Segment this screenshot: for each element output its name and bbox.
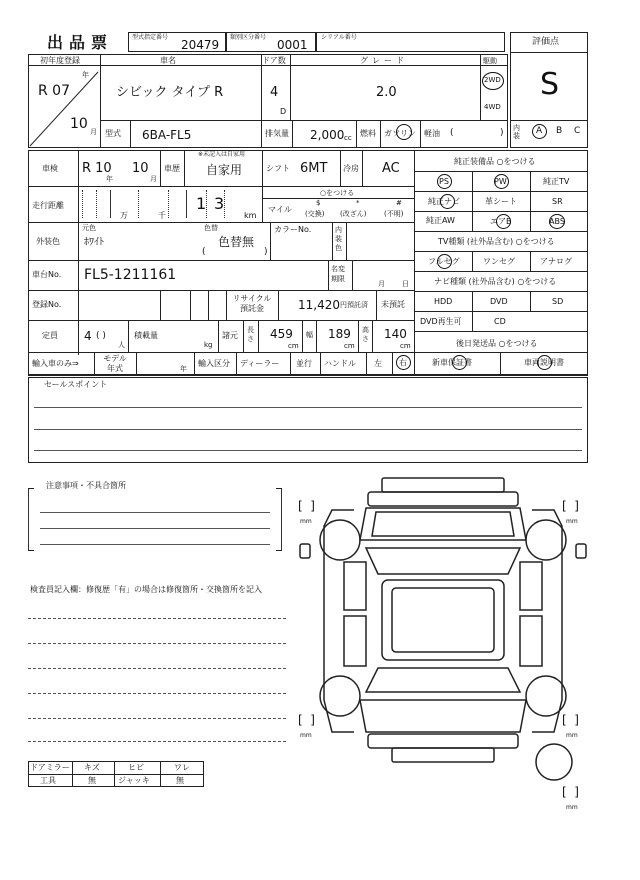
tire-unit-fl: mm	[300, 518, 312, 525]
ac-value: AC	[382, 161, 400, 176]
width-label: 幅	[306, 331, 313, 339]
chassis-value: FL5-1211161	[84, 267, 177, 283]
category-number-box	[226, 32, 316, 52]
recycle-value: 11,420	[298, 298, 340, 312]
car-diagram	[296, 470, 596, 810]
history-label: 車歴	[164, 164, 180, 173]
capacity-paren: ( )	[96, 331, 106, 341]
tamper-sub: (改ざん)	[340, 210, 367, 218]
equip-abs: ABS	[549, 217, 565, 226]
tv-analog: アナログ	[540, 257, 572, 266]
navi-title: ナビ種類 (社外品含む) ○をつける	[434, 277, 557, 286]
exchange-sub: (交換)	[305, 210, 325, 218]
mileage-sen-unit: 千	[158, 211, 166, 220]
fuel-paren-close: )	[500, 128, 504, 138]
navi-dvd-play: DVD再生可	[420, 317, 462, 326]
navi-dvd: DVD	[490, 297, 508, 306]
displacement-unit: cc	[344, 134, 352, 142]
equip-sr: SR	[552, 197, 563, 206]
length-label: 長さ	[247, 326, 254, 343]
bt-row-0: 工具	[40, 776, 56, 785]
mileage-digit-boxes	[82, 190, 252, 220]
import-parallel: 並行	[296, 359, 312, 368]
tire-bracket-rl: [ ]	[298, 713, 315, 727]
model-number-box	[128, 32, 226, 52]
shift-label: シフト	[266, 164, 290, 173]
interior-grade-b: B	[556, 126, 563, 136]
vehicle-name-label: 車名	[160, 56, 176, 65]
shaken-label: 車検	[42, 164, 58, 173]
load-label: 積載量	[134, 331, 158, 340]
interior-label: 内装	[513, 124, 520, 140]
dimensions-label: 諸元	[222, 331, 238, 340]
bt-header-1: キズ	[84, 763, 100, 772]
interior-color-label: 内装色	[335, 226, 342, 252]
doors-value: 4	[270, 85, 279, 100]
model-year-label: モデル年式	[103, 354, 127, 373]
orig-color-label: 元色	[82, 224, 96, 232]
mileage-mark-note: ○をつける	[320, 189, 355, 197]
chassis-label: 車台No.	[32, 270, 62, 279]
inspector-label: 検査員記入欄：修復歴「有」の場合は修復箇所・交換箇所を記入	[30, 585, 262, 594]
tire-bracket-fr: [ ]	[562, 499, 579, 513]
drive-4wd: 4WD	[484, 103, 501, 111]
equip-tv: 純正TV	[543, 177, 570, 186]
ac-label: 冷房	[343, 164, 359, 173]
orig-color-value: ﾎﾜｲﾄ	[84, 237, 104, 248]
length-value: 459	[270, 327, 293, 341]
reg-number-label: 登録No.	[32, 300, 62, 309]
navi-sd: SD	[552, 297, 564, 306]
tire-unit-rr: mm	[566, 732, 578, 739]
color-paren-open: (	[202, 247, 206, 257]
mile-label: マイル	[268, 205, 292, 214]
shift-value: 6MT	[300, 161, 328, 176]
bt-row-2: ジャッキ	[118, 776, 150, 785]
color-change-value: 色替無	[218, 235, 255, 249]
rename-day: 日	[402, 280, 409, 288]
shaken-month-unit: 月	[150, 175, 157, 183]
fuel-label: 燃料	[360, 129, 376, 138]
capacity-unit: 人	[118, 341, 125, 349]
fuel-gasoline: ガソリン	[384, 129, 416, 138]
history-note: ※未記入は自家用	[198, 151, 246, 158]
mileage-label: 走行距離	[32, 201, 64, 210]
bt-header-2: ヒビ	[128, 763, 144, 772]
vehicle-name-value: シビック タイプ R	[116, 85, 224, 100]
first-reg-year-unit: 年	[82, 71, 89, 79]
doors-sub: D	[280, 107, 287, 116]
fuel-diesel: 軽油	[424, 129, 440, 138]
bt-row-1: 無	[88, 776, 96, 785]
later-manual: 車両説明書	[524, 358, 564, 367]
mileage-digit-2: 3	[214, 194, 225, 213]
height-label: 高さ	[362, 326, 369, 343]
tv-title: TV種類 (社外品含む) ○をつける	[438, 237, 555, 246]
color-number-label: カラーNo.	[274, 225, 312, 234]
equip-leather: 革シート	[485, 197, 517, 206]
displacement-value: 2,000	[310, 128, 345, 142]
category-number-value: 0001	[277, 38, 308, 52]
shaken-month: 10	[132, 161, 149, 176]
bt-header-3: ワレ	[174, 763, 190, 772]
mileage-digit-1: 1	[196, 194, 207, 213]
first-reg-label: 初年度登録	[40, 56, 80, 65]
history-value: 自家用	[206, 163, 243, 177]
tire-unit-rl: mm	[300, 732, 312, 739]
serial-number-label: シリアル番号	[321, 34, 357, 41]
model-year-unit: 年	[180, 365, 187, 373]
interior-grade-a: A	[536, 126, 543, 136]
fuel-paren-open: (	[450, 128, 454, 138]
tire-bracket-rr: [ ]	[562, 713, 579, 727]
first-reg-month: 10	[70, 116, 88, 132]
drive-label: 駆動	[483, 57, 497, 65]
later-title: 後日発送品 ○をつける	[456, 339, 538, 348]
serial-number-box	[316, 32, 505, 52]
notes-bracket	[28, 488, 282, 550]
grade-label: グレード	[360, 56, 408, 65]
grade-value: 2.0	[376, 85, 397, 100]
drive-2wd: 2WD	[484, 76, 501, 84]
capacity-value: 4	[84, 329, 92, 343]
sales-point-label: セールスポイント	[44, 380, 108, 389]
displacement-label: 排気量	[265, 129, 289, 138]
rename-month: 月	[378, 280, 385, 288]
recycle-unit: 円預託済	[340, 301, 368, 309]
equip-title: 純正装備品 ○をつける	[454, 157, 536, 166]
equip-ps: PS	[439, 177, 449, 186]
capacity-label: 定員	[42, 331, 58, 340]
equip-pw: PW	[494, 177, 507, 186]
rename-deadline-label: 名変期限	[331, 265, 345, 283]
type-label: 型式	[105, 129, 121, 138]
height-value: 140	[384, 327, 407, 341]
import-label: 輸入車のみ⇒	[32, 359, 79, 368]
width-value: 189	[328, 327, 351, 341]
length-unit: cm	[288, 342, 299, 350]
exterior-color-label: 外装色	[36, 237, 60, 246]
load-unit: kg	[204, 341, 213, 349]
tire-bracket-spare: [ ]	[562, 785, 579, 799]
exchange-top: $	[316, 199, 321, 207]
unknown-sub: (不明)	[384, 210, 404, 218]
tv-fullseg: フルセグ	[428, 257, 460, 266]
score-value: S	[540, 67, 560, 102]
handle-right: 右	[399, 358, 407, 367]
handle-left: 左	[374, 359, 382, 368]
score-label: 評価点	[532, 37, 560, 47]
model-number-label: 型式指定番号	[132, 34, 169, 41]
shaken-year-unit: 年	[106, 175, 113, 183]
interior-grade-c: C	[574, 126, 581, 136]
bt-header-0: ドアミラー	[30, 763, 70, 772]
import-type-label: 輸入区分	[198, 359, 230, 368]
width-unit: cm	[344, 342, 355, 350]
tire-unit-spare: mm	[566, 804, 578, 811]
recycle-none: 未預託	[381, 300, 405, 309]
navi-cd: CD	[494, 317, 506, 326]
page-title: 出品票	[47, 33, 114, 52]
equip-aw: 純正AW	[426, 216, 455, 225]
doors-label: ドア数	[262, 56, 286, 65]
tv-oneseg: ワンセグ	[483, 257, 515, 266]
height-unit: cm	[400, 342, 411, 350]
equip-airbag: エアB	[490, 217, 512, 226]
color-paren-close: )	[264, 247, 268, 257]
unknown-top: #	[396, 199, 402, 207]
first-reg-era: R 07	[38, 83, 70, 99]
tire-unit-fr: mm	[566, 518, 578, 525]
equip-navi: 純正ナビ	[428, 197, 460, 206]
import-dealer: ディーラー	[240, 359, 280, 368]
notes-label: 注意事項・不具合箇所	[46, 481, 126, 490]
fuel-gasoline-circle	[396, 124, 412, 140]
type-value: 6BA-FL5	[142, 128, 192, 142]
bt-row-3: 無	[176, 776, 184, 785]
handle-label: ハンドル	[324, 359, 356, 368]
model-number-value: 20479	[181, 38, 220, 52]
mileage-man-unit: 万	[120, 211, 128, 220]
mileage-km-unit: km	[244, 211, 257, 220]
tamper-top: *	[356, 199, 360, 207]
recycle-label: リサイクル預託金	[232, 294, 272, 313]
tire-bracket-fl: [ ]	[298, 499, 315, 513]
shaken-era: R 10	[82, 161, 112, 176]
later-warranty: 新車保証書	[432, 358, 472, 367]
first-reg-month-unit: 月	[90, 128, 97, 136]
color-change-label: 色替	[204, 224, 218, 232]
navi-hdd: HDD	[434, 297, 453, 306]
category-number-label: 類別区分番号	[230, 34, 267, 41]
